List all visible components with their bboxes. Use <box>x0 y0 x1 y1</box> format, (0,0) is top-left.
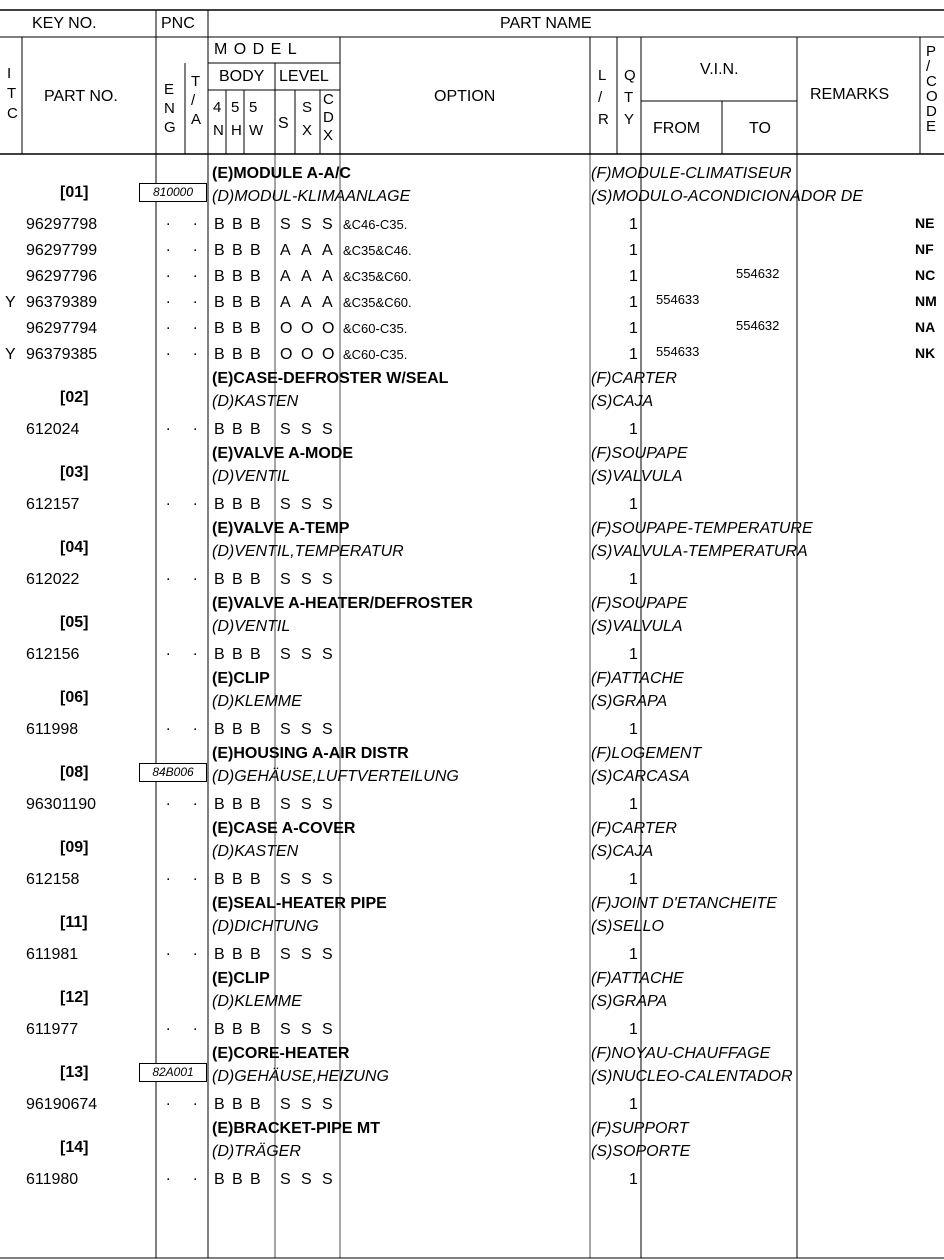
header-vin-to: TO <box>749 120 771 137</box>
level-code: A <box>301 268 312 285</box>
part-name-english: (E)CORE-HEATER <box>212 1045 350 1062</box>
header-itc-letter: I <box>7 65 12 82</box>
part-name-spanish: (S)VALVULA <box>591 618 683 635</box>
header-body-col-letter: N <box>213 122 224 139</box>
level-code: A <box>301 294 312 311</box>
ta-value: . <box>193 417 198 434</box>
body-code: B <box>232 320 243 337</box>
itc-flag: Y <box>5 346 16 363</box>
part-name-german: (D)DICHTUNG <box>212 918 319 935</box>
key-number: [14] <box>60 1139 89 1156</box>
body-code: B <box>232 421 243 438</box>
body-code: B <box>214 796 225 813</box>
level-code: S <box>280 946 291 963</box>
part-name-english: (E)HOUSING A-AIR DISTR <box>212 745 409 762</box>
header-pnc: PNC <box>161 15 195 32</box>
body-code: B <box>232 216 243 233</box>
vin-from: 554633 <box>656 344 700 359</box>
quantity: 1 <box>629 796 638 813</box>
header-eng-letter: E <box>164 81 175 98</box>
body-code: B <box>214 268 225 285</box>
level-code: S <box>280 796 291 813</box>
body-code: B <box>250 496 261 513</box>
part-name-english: (E)VALVE A-MODE <box>212 445 354 462</box>
body-code: B <box>232 294 243 311</box>
level-code: S <box>301 571 312 588</box>
part-name-english: (E)VALVE A-HEATER/DEFROSTER <box>212 595 473 612</box>
eng-value: . <box>166 212 171 229</box>
eng-value: . <box>166 264 171 281</box>
level-code: S <box>301 1096 312 1113</box>
option-code: &C46-C35. <box>343 217 408 232</box>
part-name-french: (F)CARTER <box>591 370 677 387</box>
header-body-col-letter: H <box>231 122 242 139</box>
part-name-german: (D)VENTIL <box>212 618 291 635</box>
level-code: O <box>322 320 335 337</box>
body-code: B <box>232 646 243 663</box>
key-number: [05] <box>60 614 89 631</box>
part-name-english: (E)SEAL-HEATER PIPE <box>212 895 387 912</box>
level-code: S <box>301 496 312 513</box>
part-name-german: (D)VENTIL,TEMPERATUR <box>212 543 404 560</box>
pnc-code-box: 84B006 <box>139 763 207 782</box>
part-number: 612158 <box>26 871 80 888</box>
level-code: S <box>280 496 291 513</box>
body-code: B <box>250 571 261 588</box>
part-number: 611981 <box>26 946 79 963</box>
part-name-english: (E)VALVE A-TEMP <box>212 520 350 537</box>
part-name-english: (E)CLIP <box>212 670 270 687</box>
header-level-cdx-letter: X <box>323 127 334 144</box>
body-code: B <box>232 1096 243 1113</box>
ta-value: . <box>193 1167 198 1184</box>
header-itc-letter: C <box>7 105 18 122</box>
level-code: A <box>322 242 333 259</box>
quantity: 1 <box>629 216 638 233</box>
option-code: &C35&C60. <box>343 295 412 310</box>
key-number: [02] <box>60 389 89 406</box>
body-code: B <box>232 346 243 363</box>
ta-value: . <box>193 290 198 307</box>
part-name-english: (E)BRACKET-PIPE MT <box>212 1120 380 1137</box>
level-code: S <box>280 646 291 663</box>
key-number: [13] <box>60 1064 89 1081</box>
body-code: B <box>250 294 261 311</box>
part-name-french: (F)SOUPAPE <box>591 595 688 612</box>
level-code: S <box>322 421 333 438</box>
ta-value: . <box>193 1092 198 1109</box>
body-code: B <box>214 320 225 337</box>
part-name-german: (D)KASTEN <box>212 843 299 860</box>
body-code: B <box>250 320 261 337</box>
pcode: NK <box>915 345 936 361</box>
part-name-german: (D)TRÄGER <box>212 1143 301 1160</box>
level-code: A <box>280 242 291 259</box>
quantity: 1 <box>629 946 638 963</box>
header-eng-letter: N <box>164 100 175 117</box>
quantity: 1 <box>629 721 638 738</box>
level-code: S <box>280 1021 291 1038</box>
body-code: B <box>250 796 261 813</box>
header-level-cdx-letter: D <box>323 109 334 126</box>
level-code: S <box>301 796 312 813</box>
key-number: [12] <box>60 989 89 1006</box>
ta-value: . <box>193 567 198 584</box>
eng-value: . <box>166 492 171 509</box>
part-name-english: (E)CASE A-COVER <box>212 820 356 837</box>
quantity: 1 <box>629 294 638 311</box>
eng-value: . <box>166 417 171 434</box>
pcode: NM <box>915 293 937 309</box>
body-code: B <box>250 721 261 738</box>
pnc-code-box: 810000 <box>139 183 207 202</box>
part-number: 612022 <box>26 571 80 588</box>
part-name-spanish: (S)GRAPA <box>591 993 668 1010</box>
part-number: 611977 <box>26 1021 79 1038</box>
header-pcode-letter: P <box>926 43 937 60</box>
header-level-s: S <box>278 115 289 132</box>
pcode: NF <box>915 241 934 257</box>
part-name-german: (D)KASTEN <box>212 393 299 410</box>
body-code: B <box>214 346 225 363</box>
part-name-french: (F)SOUPAPE-TEMPERATURE <box>591 520 813 537</box>
body-code: B <box>232 496 243 513</box>
level-code: S <box>301 646 312 663</box>
key-number: [11] <box>60 914 88 931</box>
level-code: S <box>280 1171 291 1188</box>
eng-value: . <box>166 642 171 659</box>
part-name-german: (D)GEHÄUSE,HEIZUNG <box>212 1068 389 1085</box>
vin-to: 554632 <box>736 318 780 333</box>
body-code: B <box>214 421 225 438</box>
body-code: B <box>214 1096 225 1113</box>
body-code: B <box>214 294 225 311</box>
header-model: M O D E L <box>214 41 298 58</box>
eng-value: . <box>166 792 171 809</box>
part-name-spanish: (S)CARCASA <box>591 768 690 785</box>
part-number: 96297798 <box>26 216 98 233</box>
body-code: B <box>232 1021 243 1038</box>
level-code: S <box>322 946 333 963</box>
level-code: A <box>322 294 333 311</box>
part-number: 611998 <box>26 721 79 738</box>
level-code: S <box>301 871 312 888</box>
body-code: B <box>232 242 243 259</box>
ta-value: . <box>193 1017 198 1034</box>
body-code: B <box>232 871 243 888</box>
level-code: S <box>322 721 333 738</box>
eng-value: . <box>166 1092 171 1109</box>
part-name-english: (E)CLIP <box>212 970 270 987</box>
level-code: S <box>301 946 312 963</box>
body-code: B <box>232 946 243 963</box>
part-name-english: (E)CASE-DEFROSTER W/SEAL <box>212 370 449 387</box>
part-number: 96301190 <box>26 796 96 813</box>
header-body-col-letter: W <box>249 122 264 139</box>
vin-to: 554632 <box>736 266 780 281</box>
header-qty-letter: Y <box>624 111 635 128</box>
header-itc-letter: T <box>7 85 17 102</box>
part-name-french: (F)NOYAU-CHAUFFAGE <box>591 1045 771 1062</box>
option-code: &C35&C46. <box>343 243 412 258</box>
eng-value: . <box>166 1017 171 1034</box>
level-code: S <box>322 796 333 813</box>
part-number: 611980 <box>26 1171 79 1188</box>
header-level-sx-letter: S <box>302 99 313 116</box>
quantity: 1 <box>629 646 638 663</box>
body-code: B <box>232 571 243 588</box>
part-name-english: (E)MODULE A-A/C <box>212 165 351 182</box>
part-name-spanish: (S)SELLO <box>591 918 664 935</box>
part-name-french: (F)ATTACHE <box>591 670 684 687</box>
body-code: B <box>214 721 225 738</box>
quantity: 1 <box>629 320 638 337</box>
body-code: B <box>250 1171 261 1188</box>
header-body: BODY <box>219 68 265 85</box>
header-ta-letter: A <box>191 111 202 128</box>
part-name-spanish: (S)GRAPA <box>591 693 668 710</box>
header-body-col-letter: 5 <box>231 99 240 116</box>
header-key-no: KEY NO. <box>32 15 97 32</box>
part-number: 96297794 <box>26 320 98 337</box>
header-remarks: REMARKS <box>810 86 890 103</box>
header-ta-letter: T <box>191 73 201 90</box>
ta-value: . <box>193 867 198 884</box>
vin-from: 554633 <box>656 292 700 307</box>
level-code: S <box>322 1096 333 1113</box>
level-code: O <box>301 320 314 337</box>
part-number: 96297799 <box>26 242 98 259</box>
level-code: S <box>322 646 333 663</box>
level-code: A <box>301 242 312 259</box>
part-name-spanish: (S)SOPORTE <box>591 1143 691 1160</box>
part-number: 96190674 <box>26 1096 98 1113</box>
ta-value: . <box>193 316 198 333</box>
ta-value: . <box>193 264 198 281</box>
header-level-cdx-letter: C <box>323 91 334 108</box>
ta-value: . <box>193 212 198 229</box>
part-name-spanish: (S)MODULO-ACONDICIONADOR DE <box>591 188 864 205</box>
ta-value: . <box>193 642 198 659</box>
level-code: S <box>301 421 312 438</box>
eng-value: . <box>166 290 171 307</box>
part-name-french: (F)ATTACHE <box>591 970 684 987</box>
key-number: [06] <box>60 689 89 706</box>
body-code: B <box>214 496 225 513</box>
body-code: B <box>250 1096 261 1113</box>
eng-value: . <box>166 342 171 359</box>
level-code: S <box>322 1171 333 1188</box>
ta-value: . <box>193 342 198 359</box>
header-lr-letter: / <box>598 89 603 106</box>
quantity: 1 <box>629 496 638 513</box>
part-name-french: (F)CARTER <box>591 820 677 837</box>
body-code: B <box>250 268 261 285</box>
eng-value: . <box>166 316 171 333</box>
level-code: S <box>322 871 333 888</box>
key-number: [01] <box>60 184 89 201</box>
part-name-spanish: (S)VALVULA <box>591 468 683 485</box>
eng-value: . <box>166 238 171 255</box>
body-code: B <box>250 871 261 888</box>
ta-value: . <box>193 238 198 255</box>
level-code: S <box>301 216 312 233</box>
option-code: &C60-C35. <box>343 347 408 362</box>
pcode: NC <box>915 267 936 283</box>
header-pcode-letter: O <box>926 88 938 105</box>
quantity: 1 <box>629 871 638 888</box>
header-ta-letter: / <box>191 92 196 109</box>
part-number: 612024 <box>26 421 80 438</box>
level-code: O <box>280 320 293 337</box>
body-code: B <box>250 1021 261 1038</box>
body-code: B <box>214 871 225 888</box>
part-name-french: (F)SOUPAPE <box>591 445 688 462</box>
header-body-col-letter: 4 <box>213 99 222 116</box>
part-name-french: (F)LOGEMENT <box>591 745 702 762</box>
part-name-spanish: (S)VALVULA-TEMPERATURA <box>591 543 808 560</box>
eng-value: . <box>166 867 171 884</box>
itc-flag: Y <box>5 294 16 311</box>
ta-value: . <box>193 492 198 509</box>
part-name-german: (D)VENTIL <box>212 468 291 485</box>
level-code: S <box>280 871 291 888</box>
pcode: NE <box>915 215 935 231</box>
body-code: B <box>250 216 261 233</box>
part-number: 96379385 <box>26 346 98 363</box>
level-code: S <box>322 1021 333 1038</box>
key-number: [03] <box>60 464 89 481</box>
key-number: [04] <box>60 539 89 556</box>
body-code: B <box>214 1171 225 1188</box>
part-name-spanish: (S)CAJA <box>591 843 654 860</box>
pcode: NA <box>915 319 936 335</box>
part-name-french: (F)JOINT D'ETANCHEITE <box>591 895 777 912</box>
ta-value: . <box>193 942 198 959</box>
body-code: B <box>214 571 225 588</box>
body-code: B <box>232 1171 243 1188</box>
level-code: A <box>322 268 333 285</box>
part-name-german: (D)KLEMME <box>212 693 302 710</box>
level-code: S <box>280 1096 291 1113</box>
part-name-german: (D)MODUL-KLIMAANLAGE <box>212 188 411 205</box>
part-name-german: (D)GEHÄUSE,LUFTVERTEILUNG <box>212 768 459 785</box>
part-name-french: (F)SUPPORT <box>591 1120 689 1137</box>
body-code: B <box>250 421 261 438</box>
level-code: S <box>280 421 291 438</box>
quantity: 1 <box>629 346 638 363</box>
level-code: O <box>280 346 293 363</box>
body-code: B <box>250 946 261 963</box>
quantity: 1 <box>629 268 638 285</box>
eng-value: . <box>166 942 171 959</box>
key-number: [09] <box>60 839 89 856</box>
level-code: S <box>280 571 291 588</box>
body-code: B <box>232 268 243 285</box>
body-code: B <box>214 946 225 963</box>
header-body-col-letter: 5 <box>249 99 258 116</box>
key-number: [08] <box>60 764 89 781</box>
quantity: 1 <box>629 1096 638 1113</box>
header-qty-letter: Q <box>624 67 636 84</box>
part-number: 96379389 <box>26 294 98 311</box>
pnc-code-box: 82A001 <box>139 1063 207 1082</box>
option-code: &C35&C60. <box>343 269 412 284</box>
header-pcode-letter: D <box>926 103 937 120</box>
header-qty-letter: T <box>624 89 634 106</box>
quantity: 1 <box>629 1171 638 1188</box>
header-option: OPTION <box>434 88 496 105</box>
level-code: S <box>301 1021 312 1038</box>
header-part-no: PART NO. <box>44 88 118 105</box>
level-code: S <box>322 216 333 233</box>
level-code: S <box>280 216 291 233</box>
part-name-german: (D)KLEMME <box>212 993 302 1010</box>
eng-value: . <box>166 1167 171 1184</box>
header-part-name: PART NAME <box>500 15 592 32</box>
level-code: S <box>280 721 291 738</box>
header-lr-letter: R <box>598 111 609 128</box>
level-code: S <box>301 721 312 738</box>
part-name-spanish: (S)NUCLEO-CALENTADOR <box>591 1068 793 1085</box>
body-code: B <box>214 646 225 663</box>
body-code: B <box>232 796 243 813</box>
part-number: 96297796 <box>26 268 98 285</box>
header-eng-letter: G <box>164 119 176 136</box>
eng-value: . <box>166 717 171 734</box>
level-code: O <box>301 346 314 363</box>
header-pcode-letter: / <box>926 58 931 75</box>
level-code: S <box>322 496 333 513</box>
header-lr-letter: L <box>598 67 607 84</box>
quantity: 1 <box>629 571 638 588</box>
body-code: B <box>250 242 261 259</box>
ta-value: . <box>193 792 198 809</box>
eng-value: . <box>166 567 171 584</box>
level-code: S <box>301 1171 312 1188</box>
level-code: O <box>322 346 335 363</box>
header-level-sx-letter: X <box>302 122 313 139</box>
part-name-french: (F)MODULE-CLIMATISEUR <box>591 165 792 182</box>
header-pcode-letter: E <box>926 118 937 135</box>
quantity: 1 <box>629 1021 638 1038</box>
quantity: 1 <box>629 421 638 438</box>
header-level: LEVEL <box>279 68 329 85</box>
body-code: B <box>214 242 225 259</box>
body-code: B <box>214 1021 225 1038</box>
body-code: B <box>214 216 225 233</box>
header-pcode-letter: C <box>926 73 937 90</box>
body-code: B <box>232 721 243 738</box>
part-number: 612156 <box>26 646 80 663</box>
level-code: A <box>280 268 291 285</box>
option-code: &C60-C35. <box>343 321 408 336</box>
header-vin-from: FROM <box>653 120 701 137</box>
part-number: 612157 <box>26 496 80 513</box>
quantity: 1 <box>629 242 638 259</box>
header-vin: V.I.N. <box>700 61 739 78</box>
body-code: B <box>250 646 261 663</box>
part-name-spanish: (S)CAJA <box>591 393 654 410</box>
level-code: A <box>280 294 291 311</box>
ta-value: . <box>193 717 198 734</box>
body-code: B <box>250 346 261 363</box>
level-code: S <box>322 571 333 588</box>
